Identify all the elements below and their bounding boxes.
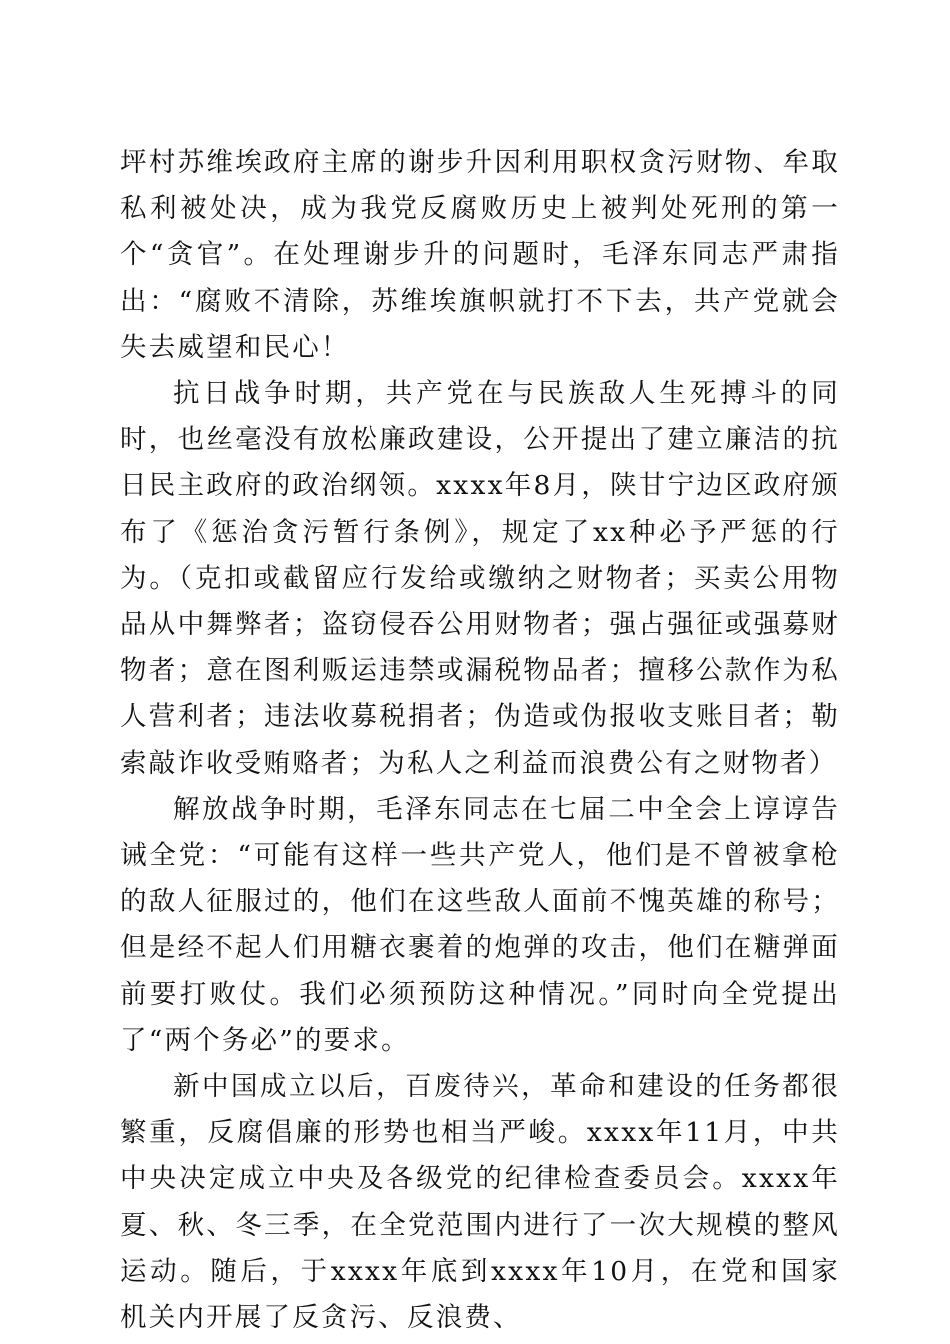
paragraph: 抗日战争时期，共产党在与民族敌人生死搏斗的同时，也丝毫没有放松廉政建设，公开提出了建立廉洁的抗日民主政府的政治纲领。xxxx年8月，陕甘宁边区政府颁布了《惩治贪污暂行条例》，规定了xx种必予严惩的行为。（克扣或截留应行发给或缴纳之财物者；买卖公用物品从中舞弊者；盗窃侵吞公用财物者；强占强征或强募财物者；意在图利贩运违禁或漏税物品者；擅移公款作为私人营利者；违法收募税捐者；伪造或伪报收支账目者；勒索敲诈收受贿赂者；为私人之利益而浪费公有之财物者） — [120, 378, 840, 779]
paragraph: 解放战争时期，毛泽东同志在七届二中全会上谆谆告诫全党：“可能有这样一些共产党人，他们是不曾被拿枪的敌人征服过的，他们在这些敌人面前不愧英雄的称号；但是经不起人们用糖衣裹着的炮弹的攻击，他们在糖弹面前要打败仗。我们必须预防这种情况。”同时向全党提出了“两个务必”的要求。 — [120, 793, 840, 1056]
paragraph: 坪村苏维埃政府主席的谢步升因利用职权贪污财物、牟取私利被处决，成为我党反腐败历史上被判处死刑的第一个“贪官”。在处理谢步升的问题时，毛泽东同志严肃指出：“腐败不清除，苏维埃旗帜就打不下去，共产党就会失去威望和民心！ — [120, 147, 840, 363]
body-text — [120, 140, 840, 1341]
paragraph: 新中国成立以后，百废待兴，革命和建设的任务都很繁重，反腐倡廉的形势也相当严峻。xxxx年11月，中共中央决定成立中央及各级党的纪律检查委员会。xxxx年夏、秋、冬三季，在全党范围内进行了一次大规模的整风运动。随后，于xxxx年底到xxxx年10月，在党和国家机关内开展了反贪污、反浪费、 — [120, 1071, 840, 1334]
